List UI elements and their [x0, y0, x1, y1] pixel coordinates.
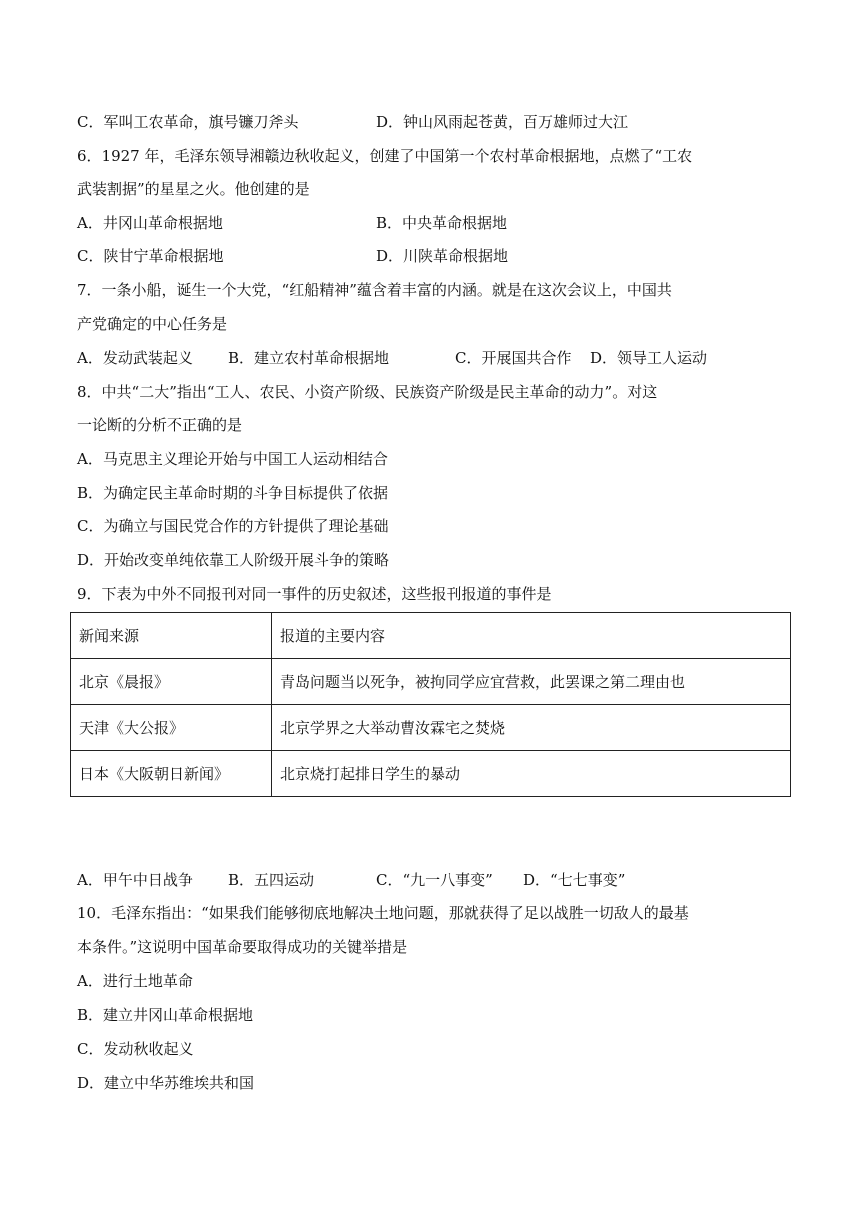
table-header-row [71, 613, 791, 659]
table-row [71, 705, 791, 751]
q9-option-b: B．五四运动 [228, 871, 315, 889]
q10-option-b: B．建立井冈山革命根据地 [77, 1006, 254, 1024]
q10-stem-line-2: 本条件。”这说明中国革命要取得成功的关键举措是 [77, 938, 408, 956]
table-cell-source: 天津《大公报》 [71, 705, 272, 751]
q6-option-c: C．陕甘宁革命根据地 [77, 247, 224, 265]
q10-option-d: D．建立中华苏维埃共和国 [77, 1074, 255, 1092]
q6-stem-line-1: 6．1927 年，毛泽东领导湘赣边秋收起义，创建了中国第一个农村革命根据地，点燃了“工农 [77, 147, 693, 165]
q9-option-d: D．“七七事变” [523, 871, 626, 889]
table-cell-content: 青岛问题当以死争，被拘同学应宜营救，此罢课之第二理由也 [272, 659, 791, 705]
q8-option-a: A．马克思主义理论开始与中国工人运动相结合 [77, 450, 388, 468]
q7-option-c: C．开展国共合作 [455, 349, 572, 367]
q8-option-c: C．为确立与国民党合作的方针提供了理论基础 [77, 517, 389, 535]
table-cell-content: 北京学界之大举动曹汝霖宅之焚烧 [272, 705, 791, 751]
table-row [71, 659, 791, 705]
table-header-cell: 报道的主要内容 [272, 613, 791, 659]
q7-option-b: B．建立农村革命根据地 [228, 349, 390, 367]
q9-option-a: A．甲午中日战争 [77, 871, 193, 889]
q9-stem-line-1: 9．下表为中外不同报刊对同一事件的历史叙述，这些报刊报道的事件是 [77, 585, 552, 603]
q8-option-b: B．为确定民主革命时期的斗争目标提供了依据 [77, 484, 389, 502]
table-cell-source: 日本《大阪朝日新闻》 [71, 751, 272, 797]
q6-option-d: D．川陕革命根据地 [376, 247, 509, 265]
q7-option-a: A．发动武装起义 [77, 349, 193, 367]
q7-stem-line-2: 产党确定的中心任务是 [77, 315, 228, 333]
q6-stem-line-2: 武装割据”的星星之火。他创建的是 [77, 180, 310, 198]
q6-option-a: A．井冈山革命根据地 [77, 214, 223, 232]
table-cell-source: 北京《晨报》 [71, 659, 272, 705]
q5-option-c: C．军叫工农革命，旗号镰刀斧头 [77, 113, 299, 131]
q10-option-a: A．进行土地革命 [77, 972, 193, 990]
table-row [71, 751, 791, 797]
table-header-cell: 新闻来源 [71, 613, 272, 659]
q10-option-c: C．发动秋收起义 [77, 1040, 194, 1058]
q10-stem-line-1: 10．毛泽东指出：“如果我们能够彻底地解决土地问题，那就获得了足以战胜一切敌人的最基 [77, 904, 689, 922]
q6-option-b: B．中央革命根据地 [376, 214, 508, 232]
q8-option-d: D．开始改变单纯依靠工人阶级开展斗争的策略 [77, 551, 390, 569]
table-cell-content: 北京烧打起排日学生的暴动 [272, 751, 791, 797]
news-sources-table [70, 612, 791, 797]
q9-option-c: C．“九一八事变” [376, 871, 493, 889]
q7-option-d: D．领导工人运动 [590, 349, 708, 367]
q8-stem-line-1: 8．中共“二大”指出“工人、农民、小资产阶级、民族资产阶级是民主革命的动力”。对这 [77, 383, 658, 401]
q5-option-d: D．钟山风雨起苍黄，百万雄师过大江 [376, 113, 629, 131]
q8-stem-line-2: 一论断的分析不正确的是 [77, 416, 243, 434]
q7-stem-line-1: 7．一条小船，诞生一个大党，“红船精神”蕴含着丰富的内涵。就是在这次会议上，中国共 [77, 281, 672, 299]
